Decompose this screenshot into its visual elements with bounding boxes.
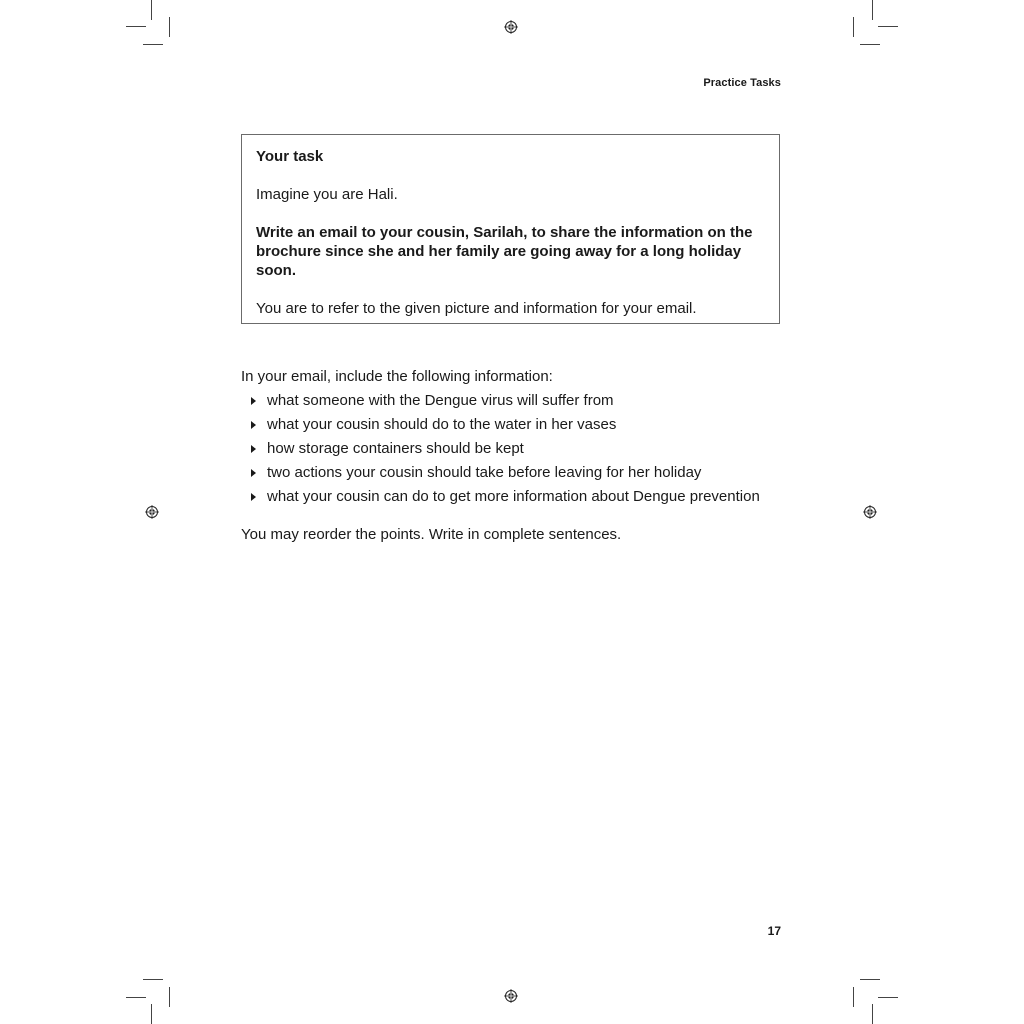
- lead-in-text: In your email, include the following information:: [241, 368, 553, 385]
- crop-mark: [169, 17, 170, 37]
- triangle-bullet-icon: [251, 397, 256, 405]
- crop-mark: [853, 17, 854, 37]
- crop-mark: [878, 26, 898, 27]
- list-item-text: what your cousin can do to get more information about Dengue prevention: [267, 488, 760, 505]
- crop-mark: [126, 26, 146, 27]
- list-item: [241, 485, 801, 509]
- crop-mark: [860, 979, 880, 980]
- triangle-bullet-icon: [251, 493, 256, 501]
- crop-mark: [169, 987, 170, 1007]
- list-item: [241, 461, 801, 485]
- crop-mark: [878, 997, 898, 998]
- task-box: [241, 134, 780, 324]
- task-title: Your task: [256, 148, 324, 165]
- page-number: 17: [767, 924, 781, 938]
- task-note: You are to refer to the given picture and information for your email.: [256, 300, 697, 317]
- task-instruction: Write an email to your cousin, Sarilah, to share the information on the brochure since she and her family are going away for a long holiday soon.: [256, 224, 753, 279]
- registration-mark-icon: [504, 989, 518, 1003]
- list-item-text: what someone with the Dengue virus will suffer from: [267, 392, 614, 409]
- triangle-bullet-icon: [251, 469, 256, 477]
- task-intro: Imagine you are Hali.: [256, 186, 398, 203]
- registration-mark-icon: [504, 20, 518, 34]
- list-item: [241, 389, 801, 413]
- triangle-bullet-icon: [251, 445, 256, 453]
- task-requirements: [241, 365, 801, 547]
- crop-mark: [143, 44, 163, 45]
- closing-instruction: You may reorder the points. Write in complete sentences.: [241, 526, 622, 543]
- crop-mark: [860, 44, 880, 45]
- points-list: [241, 389, 801, 509]
- triangle-bullet-icon: [251, 421, 256, 429]
- registration-mark-icon: [863, 505, 877, 519]
- crop-mark: [126, 997, 146, 998]
- crop-mark: [853, 987, 854, 1007]
- crop-mark: [151, 0, 152, 20]
- registration-mark-icon: [145, 505, 159, 519]
- list-item-text: how storage containers should be kept: [267, 440, 524, 457]
- crop-mark: [151, 1004, 152, 1024]
- list-item: [241, 437, 801, 461]
- list-item: [241, 413, 801, 437]
- crop-mark: [872, 1004, 873, 1024]
- crop-mark: [143, 979, 163, 980]
- list-item-text: two actions your cousin should take before leaving for her holiday: [267, 464, 702, 481]
- crop-mark: [872, 0, 873, 20]
- list-item-text: what your cousin should do to the water in her vases: [267, 416, 617, 433]
- running-head: Practice Tasks: [703, 77, 781, 89]
